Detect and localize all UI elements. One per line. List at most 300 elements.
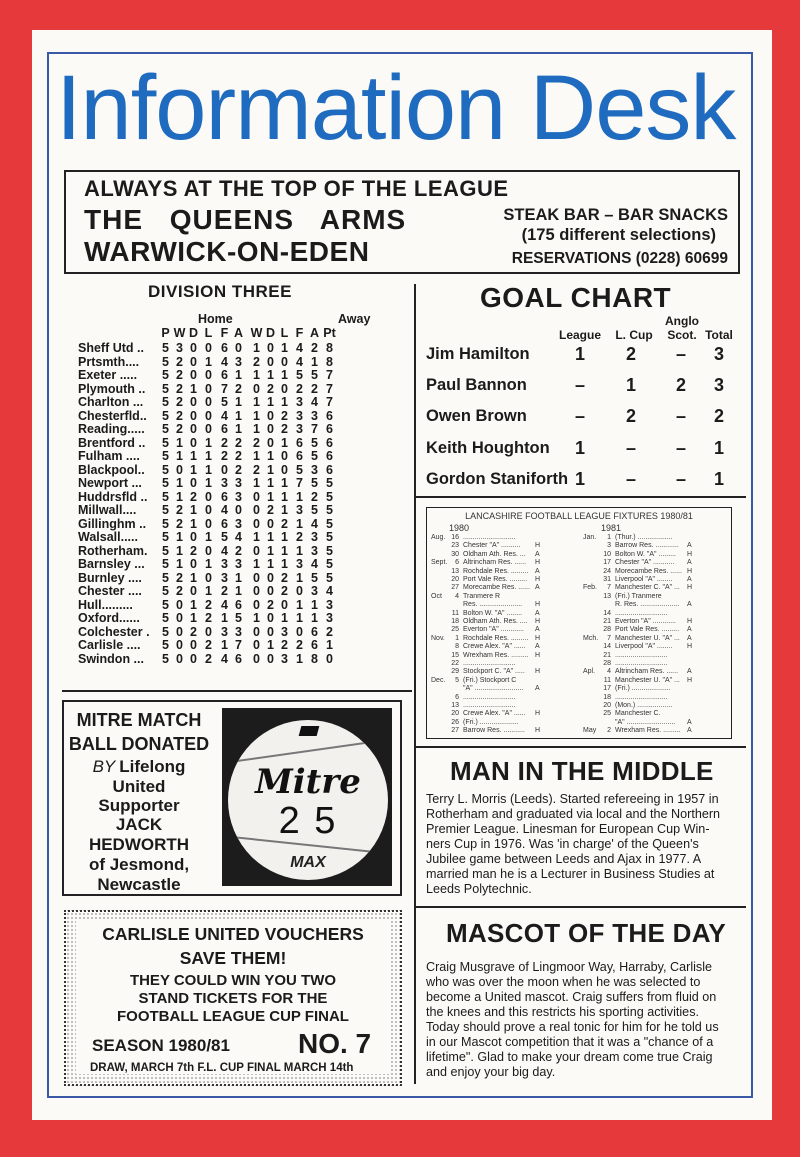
fixture-opponent: Altrincham Res. ...... [463,559,527,567]
table-cell: 0 [205,422,212,436]
goal-count: – [574,375,585,396]
fixtures-divider [416,746,746,748]
table-cell: 3 [296,395,303,409]
table-cell: 4 [235,530,242,544]
table-cell: 6 [311,638,318,652]
goal-count: – [675,468,686,489]
goal-count: 3 [713,375,724,396]
table-cell: 5 [326,543,333,558]
table-cell: 5 [326,516,333,531]
team-name: Walsall..... [78,530,138,544]
table-cell: 3 [311,584,318,598]
table-cell: 4 [221,597,228,612]
goal-chart-row [426,339,746,369]
mitre-line1: MITRE MATCH [76,710,202,730]
fixture-opponent: Chester "A" .......... [463,542,521,550]
fixture-day: 2 [607,727,611,735]
table-cell: 2 [311,381,318,396]
table-row [78,599,398,612]
table-cell: 2 [281,638,288,652]
table-cell: 6 [221,516,228,531]
table-cell: 0 [205,503,212,517]
mitre-line7: HEDWORTH [88,835,190,854]
table-cell: 1 [281,557,288,571]
table-row [78,477,398,490]
table-cell: 1 [281,476,288,490]
table-cell: 5 [326,503,333,517]
team-name: Hull......... [78,597,133,612]
league-col-header: W [250,326,263,340]
fixture-day: 28 [603,660,611,667]
table-cell: 5 [162,570,169,585]
fixture-day: 17 [603,685,611,693]
table-cell: 1 [267,476,274,490]
fixture-opponent: Manchester U. "A" ... [615,634,680,642]
table-row [78,653,398,666]
table-cell: 5 [162,584,169,598]
table-cell: 2 [281,584,288,598]
table-cell: 4 [221,651,228,666]
table-cell: 0 [253,489,260,504]
team-name: Swindon ... [78,651,144,666]
table-cell: 1 [205,557,212,571]
table-cell: 0 [190,368,197,382]
table-cell: 6 [326,435,333,450]
goal-chart-header-scot: Scot. [667,328,697,342]
table-cell: 3 [296,422,303,436]
table-row [78,383,398,396]
fixture-opponent: Morecambe Res. ...... [615,567,682,575]
table-cell: 1 [281,341,288,355]
table-cell: 4 [221,408,228,423]
fixture-opponent: Wrexham Res. ......... [463,651,529,659]
goal-count: – [574,406,585,427]
player-name: Paul Bannon [426,376,527,395]
fixtures-year-left: 1980 [449,523,470,533]
fixture-day: 16 [451,534,459,541]
fixture-venue: A [687,718,692,726]
fixture-venue: H [535,576,541,583]
table-cell: 3 [235,354,242,369]
table-cell: 0 [235,503,242,517]
table-cell: 3 [221,476,228,490]
fixture-day: 13 [451,702,459,709]
fixture-day: 18 [451,618,459,625]
table-cell: 0 [253,638,260,652]
table-cell: 0 [205,381,212,396]
table-cell: 1 [235,368,242,382]
table-row [78,410,398,423]
fixture-venue: H [687,618,693,625]
table-cell: 0 [296,624,303,639]
fixtures-card [426,507,732,739]
team-name: Chesterfld.. [78,408,147,423]
table-cell: 8 [326,341,333,355]
referee-line: married man he is a Lecturer in Business Studies at [426,867,715,881]
table-cell: 0 [281,381,288,396]
table-cell: 5 [162,368,169,382]
player-name: Gordon Staniforth [426,469,569,488]
fixture-day: 11 [451,609,459,617]
table-cell: 1 [281,435,288,450]
table-cell: 0 [190,408,197,423]
table-cell: 0 [281,462,288,477]
mitre-line4: United [112,777,166,796]
league-home-label: Home [198,312,233,326]
table-cell: 3 [221,557,228,571]
goal-chart-header-anglo: Anglo [665,314,699,328]
fixture-day: 21 [603,651,611,659]
table-cell: 0 [205,489,212,504]
fixture-month: Nov. [431,634,445,642]
table-cell: 1 [235,395,242,409]
table-cell: 5 [162,611,169,625]
fixture-month: Jan. [583,534,597,541]
table-cell: 7 [235,638,242,652]
fixture-day: 4 [607,668,611,676]
advert-selections: (175 different selections) [521,226,716,244]
fixture-day: 21 [603,618,611,625]
table-cell: 5 [326,476,333,490]
table-cell: 4 [311,516,318,531]
table-cell: 5 [162,530,169,544]
goal-count: 2 [675,375,686,396]
table-cell: 1 [235,408,242,423]
goal-chart-header-lcup: L. Cup [615,328,653,342]
table-cell: 1 [190,381,197,396]
table-row [78,396,398,409]
table-cell: 3 [235,516,242,531]
fixture-month: Dec. [431,676,446,684]
mascot-line: lifetime". Glad to make your dream come true Craig [426,1050,713,1064]
fixture-day: 29 [451,668,459,676]
table-cell: 2 [296,638,303,652]
table-cell: 2 [253,435,260,450]
fixture-venue: H [535,618,541,625]
table-cell: 1 [267,530,274,544]
table-cell: 1 [190,449,197,463]
table-cell: 0 [267,435,274,450]
table-cell: 1 [221,611,228,625]
voucher-season: SEASON 1980/81 [92,1036,230,1055]
table-row [78,464,398,477]
table-cell: 0 [253,516,260,531]
table-cell: 1 [190,570,197,585]
goal-count: 1 [574,468,585,489]
referee-line: Rotherham and graduated via local and the Northern [426,807,721,821]
table-cell: 5 [162,462,169,477]
fixture-venue: A [687,634,692,642]
table-cell: 1 [311,354,318,369]
table-cell: 6 [221,368,228,382]
table-cell: 5 [311,368,318,382]
fixture-day: 13 [451,567,459,575]
fixture-venue: H [687,676,693,684]
table-cell: 2 [176,354,183,369]
goal-chart-header-total: Total [705,328,733,342]
table-cell: 3 [235,557,242,571]
fixture-day: 14 [603,609,611,617]
table-cell: 1 [253,368,260,382]
mascot-line: in our Mascot competition that it was a "chance of a [426,1035,714,1049]
fixture-venue: H [535,710,541,718]
fixture-opponent: Morecambe Res. ...... [463,584,530,592]
fixture-venue: H [535,727,541,735]
goal-count: 2 [713,406,724,427]
team-name: Millwall.... [78,503,137,517]
table-cell: 5 [311,435,318,450]
team-name: Charlton ... [78,395,144,409]
table-cell: 5 [162,341,169,355]
table-cell: 5 [311,570,318,585]
goal-chart-row [426,370,746,400]
goal-count: – [675,437,686,458]
fixture-opponent: Barrow Res. ............ [615,542,679,550]
table-cell: 0 [190,557,197,571]
league-col-header: L [280,326,289,340]
table-cell: 2 [205,651,212,666]
table-cell: 1 [205,435,212,450]
table-cell: 4 [326,584,333,598]
table-cell: 0 [267,516,274,531]
fixture-day: 1 [607,534,611,541]
table-cell: 2 [205,611,212,625]
table-cell: 5 [326,557,333,571]
fixture-day: 23 [451,542,459,550]
table-cell: 0 [190,530,197,544]
table-cell: 1 [311,597,318,612]
table-cell: 2 [296,530,303,544]
fixture-venue: A [535,584,540,592]
column-divider [414,284,416,1084]
mascot-title: MASCOT OF THE DAY [446,918,727,948]
table-cell: 2 [176,408,183,423]
table-cell: 1 [296,543,303,558]
table-cell: 1 [176,489,183,504]
mitre-donation-text [64,708,214,895]
goal-count: – [675,344,686,364]
table-cell: 6 [311,624,318,639]
fixture-month: Feb. [583,584,598,592]
fixture-opponent: R. Res. .................... [615,601,680,609]
table-cell: 0 [267,651,274,666]
goal-count: 1 [713,468,724,489]
table-row [78,545,398,558]
table-cell: 2 [311,341,318,355]
table-cell: 1 [281,368,288,382]
table-cell: 5 [162,476,169,490]
table-cell: 0 [267,611,274,625]
fixture-opponent: Rochdale Res. ......... [463,634,529,642]
table-cell: 0 [281,597,288,612]
table-cell: 7 [221,381,228,396]
table-cell: 4 [311,395,318,409]
fixture-venue: H [535,634,541,642]
table-cell: 1 [253,611,260,625]
table-cell: 1 [253,557,260,571]
table-cell: 2 [221,435,228,450]
table-cell: 2 [235,435,242,450]
team-name: Sheff Utd .. [78,341,144,355]
table-cell: 1 [176,530,183,544]
table-cell: 0 [267,422,274,436]
table-cell: 0 [253,624,260,639]
league-col-header: D [265,326,276,340]
table-cell: 0 [267,624,274,639]
fixture-day: 30 [451,550,459,558]
table-cell: 1 [205,584,212,598]
table-cell: 1 [205,530,212,544]
team-name: Oxford...... [78,611,140,625]
table-cell: 1 [296,651,303,666]
team-name: Newport ... [78,476,142,490]
goal-chart-row [426,401,746,431]
table-cell: 1 [267,489,274,504]
fixture-opponent: Port Vale Res. ......... [463,576,528,583]
goal-count: 2 [625,344,636,364]
table-cell: 2 [176,503,183,517]
table-cell: 1 [190,516,197,531]
table-cell: 2 [267,503,274,517]
table-row [78,450,398,463]
fixture-opponent: ........................... [615,693,668,701]
fixture-opponent: ........................... [615,660,668,667]
fixture-venue: A [535,567,540,575]
fixture-venue: H [535,601,541,609]
team-name: Chester .... [78,584,142,598]
referee-text [426,792,746,897]
table-cell: 4 [296,354,303,369]
table-cell: 3 [235,476,242,490]
table-cell: 1 [281,530,288,544]
fixture-venue: H [687,643,693,651]
table-cell: 1 [326,638,333,652]
table-cell: 1 [267,449,274,463]
voucher-title2: SAVE THEM! [179,948,287,968]
table-cell: 2 [235,381,242,396]
table-row [78,437,398,450]
fixture-day: 25 [451,626,459,634]
table-cell: 1 [296,570,303,585]
table-cell: 0 [253,651,260,666]
team-name: Plymouth .. [78,381,146,396]
goal-count: 2 [625,406,636,427]
goal-chart-row [426,464,746,494]
table-cell: 0 [281,449,288,463]
fixture-opponent: Barrow Res. ........... [463,727,525,735]
table-cell: 2 [296,381,303,396]
table-cell: 1 [311,611,318,625]
fixture-opponent: ........................... [463,702,516,709]
league-col-header: F [220,326,229,340]
table-cell: 3 [235,489,242,504]
table-cell: 2 [253,462,260,477]
advert-tagline: ALWAYS AT THE TOP OF THE LEAGUE [84,176,509,201]
fixture-opponent: Bolton W. "A" ......... [615,550,676,558]
league-col-header: Pt [323,326,336,340]
fixture-day: 24 [603,567,611,575]
fixture-day: 4 [455,592,459,600]
voucher-body3: FOOTBALL LEAGUE CUP FINAL [117,1008,349,1025]
table-cell: 1 [221,638,228,652]
table-row [78,491,398,504]
table-cell: 5 [326,530,333,544]
ball-seam [228,738,388,763]
league-divider [62,690,412,692]
team-name: Gillinghm .. [78,516,147,531]
fixture-venue: A [535,609,540,617]
table-cell: 2 [176,368,183,382]
table-cell: 0 [253,570,260,585]
fixture-venue: H [535,651,541,659]
fixture-venue: H [687,567,693,575]
goal-chart-title: GOAL CHART [480,282,672,313]
fixture-month: May [583,727,597,735]
table-cell: 6 [326,422,333,436]
fixture-venue: A [687,668,692,676]
table-cell: 0 [267,408,274,423]
table-cell: 2 [235,543,242,558]
ball-brand: Mitre [255,762,361,802]
table-cell: 2 [235,449,242,463]
fixture-month: Apl. [583,668,596,676]
mitre-line3: Lifelong [119,757,186,776]
fixture-month: Mch. [583,634,599,642]
table-cell: 1 [281,489,288,504]
table-cell: 7 [311,422,318,436]
fixture-venue: A [687,601,692,609]
fixture-opponent: Res. ...................... [463,601,523,609]
fixture-opponent: ........................... [615,609,668,617]
voucher-body2: STAND TICKETS FOR THE [138,990,328,1007]
table-cell: 6 [326,462,333,477]
fixture-opponent: ........................... [463,693,516,701]
table-cell: 3 [296,557,303,571]
fixture-day: 1 [455,634,459,642]
table-cell: 7 [326,395,333,409]
table-cell: 1 [281,395,288,409]
table-cell: 5 [311,503,318,517]
table-cell: 3 [311,408,318,423]
table-cell: 3 [176,341,183,355]
table-cell: 2 [176,584,183,598]
table-cell: 3 [221,570,228,585]
fixture-opponent: Crewe Alex. "A" ...... [463,710,526,718]
table-cell: 5 [326,570,333,585]
fixture-opponent: Manchester C. "A" ... [615,584,680,592]
fixture-opponent: ........................... [463,660,516,667]
table-row [78,612,398,625]
fixture-day: 20 [603,702,611,709]
voucher-draw-dates: DRAW, MARCH 7th F.L. CUP FINAL MARCH 14th [90,1062,354,1074]
table-cell: 6 [235,651,242,666]
table-cell: 0 [267,570,274,585]
table-cell: 5 [162,516,169,531]
fixture-day: 6 [455,693,459,701]
table-cell: 0 [267,354,274,369]
fixture-opponent: Chester "A" ........... [615,559,675,567]
fixture-venue: A [687,542,692,550]
fixture-opponent: Manchester C. [615,710,661,718]
table-cell: 1 [267,368,274,382]
table-cell: 1 [205,476,212,490]
table-cell: 0 [190,341,197,355]
fixture-day: 31 [603,576,611,583]
fixture-opponent: Tranmere R [463,592,501,600]
fixture-opponent: "A" ......................... [615,718,676,726]
table-cell: 2 [176,570,183,585]
table-cell: 1 [267,543,274,558]
